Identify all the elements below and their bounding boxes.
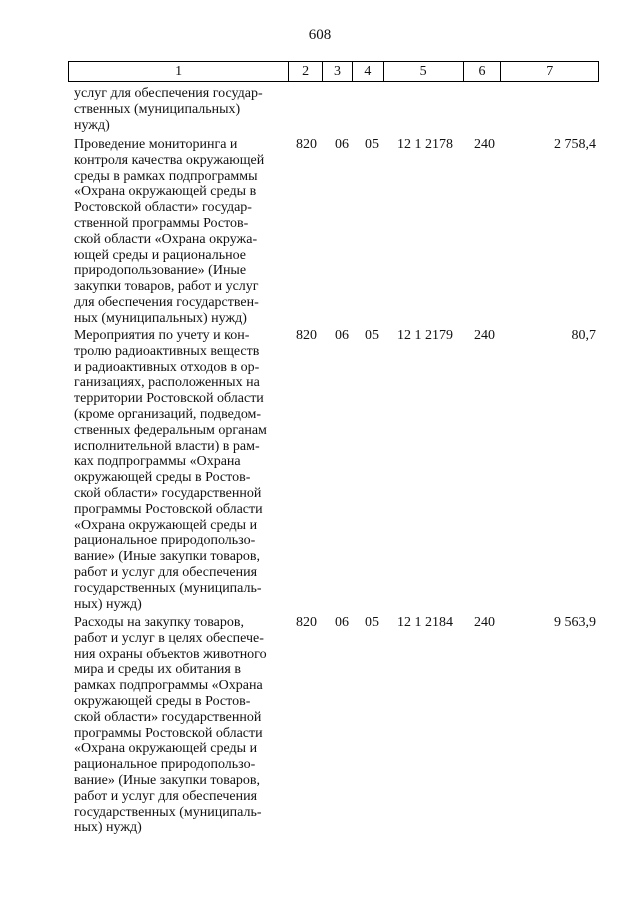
row-section: 06 (335, 615, 349, 630)
header-col-7: 7 (546, 64, 554, 79)
row-expense-type: 240 (474, 328, 495, 343)
row-description: Проведение мониторинга и контроля качества окружающей среды в рамках подпрограммы «Охрана окружающей среды в Ростовской области» государ- ственной программы Ростов- ской области «Охрана окружа- ющей среды и рациональное природопользование» (Иные закупки товаров, работ и услуг для обеспечения государствен- ных (муниципальных) нужд) (74, 137, 265, 326)
header-col-1: 1 (69, 62, 289, 81)
header-col-6: 6 (464, 62, 502, 81)
header-col-2: 2 (289, 62, 323, 81)
row-target-article: 12 1 2184 (397, 615, 453, 630)
row-expense-type: 240 (474, 615, 495, 630)
row-description: Мероприятия по учету и кон- тролю радиоактивных веществ и радиоактивных отходов в ор- ганизациях, расположенных на территории Ростовской области (кроме организаций, подведом- ственных федеральным органам исполнительной власти) в рам- ках подпрограммы «Охрана окружающей среды в Ростов- ской области» государственной программы Ростовской области «Охрана окружающей среды и рациональное природопользо- вание» (Иные закупки товаров, работ и услуг для обеспечения государственных (муниципаль- ных) нужд) (74, 328, 267, 612)
row-description: Расходы на закупку товаров, работ и услуг в целях обеспече- ния охраны объектов животного мира и среды их обитания в рамках подпрограммы «Охрана окружающей среды в Ростов- ской области» государственной программы Ростовской области «Охрана окружающей среды и рациональное природопользо- вание» (Иные закупки товаров, работ и услуг для обеспечения государственных (муниципаль- ных) нужд) (74, 615, 267, 836)
row-admin-code: 820 (296, 615, 317, 630)
row-target-article: 12 1 2178 (397, 137, 453, 152)
header-col-4: 4 (353, 62, 384, 81)
row-section: 06 (335, 328, 349, 343)
row-subsection: 05 (365, 328, 379, 343)
row-section: 06 (335, 137, 349, 152)
row-admin-code: 820 (296, 137, 317, 152)
row-subsection: 05 (365, 615, 379, 630)
header-col-3: 3 (323, 62, 353, 81)
row-target-article: 12 1 2179 (397, 328, 453, 343)
row-amount: 80,7 (571, 328, 596, 343)
row-subsection: 05 (365, 137, 379, 152)
row-amount: 9 563,9 (554, 615, 596, 630)
row-amount: 2 758,4 (554, 137, 596, 152)
continuation-text: услуг для обеспечения государ- ственных (муниципальных) нужд) (74, 86, 263, 133)
row-admin-code: 820 (296, 328, 317, 343)
table-header-row (68, 61, 599, 82)
header-col-5: 5 (384, 62, 464, 81)
page-number: 608 (308, 27, 332, 43)
row-expense-type: 240 (474, 137, 495, 152)
